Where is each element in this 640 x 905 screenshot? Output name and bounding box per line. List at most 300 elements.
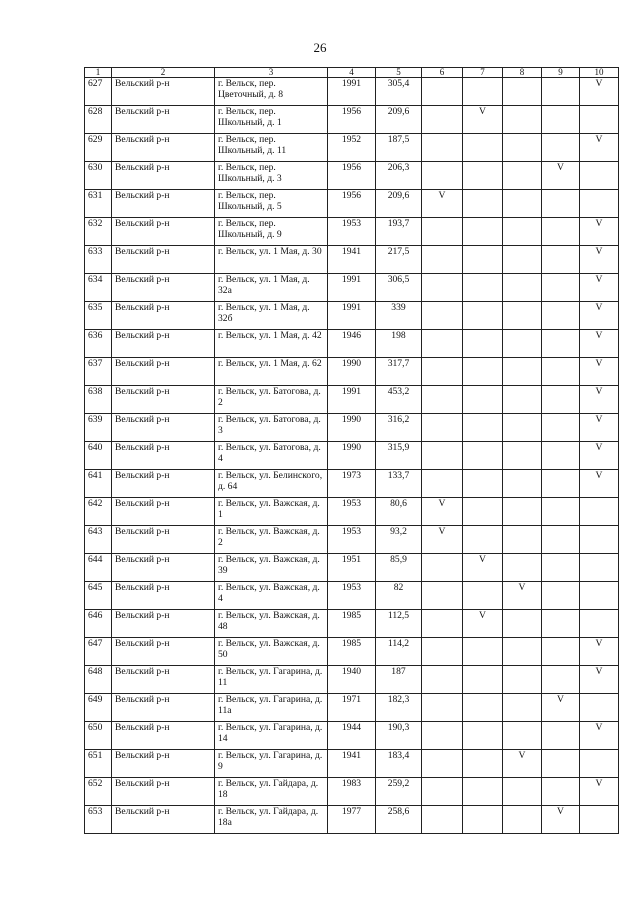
area-cell: 209,6 <box>376 190 422 218</box>
mark-cell-6 <box>422 246 463 274</box>
table-row <box>85 302 619 330</box>
address-cell: г. Вельск, ул. Гагарина, д. 14 <box>215 722 328 750</box>
table-row <box>85 246 619 274</box>
mark-cell-7 <box>463 694 503 722</box>
row-number: 627 <box>85 78 112 106</box>
table-row <box>85 442 619 470</box>
area-cell: 209,6 <box>376 106 422 134</box>
mark-cell-7: V <box>463 610 503 638</box>
mark-cell-7 <box>463 358 503 386</box>
district-cell: Вельский р-н <box>112 694 215 722</box>
area-cell: 217,5 <box>376 246 422 274</box>
row-number: 650 <box>85 722 112 750</box>
year-cell: 1983 <box>328 778 376 806</box>
mark-cell-10 <box>580 582 619 610</box>
mark-cell-8 <box>503 358 542 386</box>
address-cell: г. Вельск, ул. Гайдара, д. 18 <box>215 778 328 806</box>
mark-cell-6 <box>422 806 463 834</box>
mark-cell-8 <box>503 778 542 806</box>
area-cell: 112,5 <box>376 610 422 638</box>
mark-cell-10: V <box>580 274 619 302</box>
table-row <box>85 190 619 218</box>
mark-cell-8 <box>503 274 542 302</box>
column-number-5: 5 <box>376 68 422 78</box>
mark-cell-7 <box>463 414 503 442</box>
year-cell: 1941 <box>328 246 376 274</box>
mark-cell-8 <box>503 442 542 470</box>
mark-cell-10: V <box>580 722 619 750</box>
district-cell: Вельский р-н <box>112 498 215 526</box>
table-row <box>85 414 619 442</box>
mark-cell-8 <box>503 638 542 666</box>
row-number: 646 <box>85 610 112 638</box>
mark-cell-9 <box>542 778 580 806</box>
year-cell: 1953 <box>328 582 376 610</box>
mark-cell-6: V <box>422 526 463 554</box>
mark-cell-10: V <box>580 302 619 330</box>
row-number: 631 <box>85 190 112 218</box>
column-number-4: 4 <box>328 68 376 78</box>
mark-cell-8 <box>503 78 542 106</box>
column-number-7: 7 <box>463 68 503 78</box>
row-number: 632 <box>85 218 112 246</box>
mark-cell-6 <box>422 218 463 246</box>
address-cell: г. Вельск, ул. Важская, д. 48 <box>215 610 328 638</box>
address-cell: г. Вельск, ул. 1 Мая, д. 32б <box>215 302 328 330</box>
mark-cell-6 <box>422 694 463 722</box>
district-cell: Вельский р-н <box>112 162 215 190</box>
mark-cell-7 <box>463 778 503 806</box>
mark-cell-9 <box>542 582 580 610</box>
mark-cell-9 <box>542 190 580 218</box>
mark-cell-7 <box>463 442 503 470</box>
district-cell: Вельский р-н <box>112 722 215 750</box>
district-cell: Вельский р-н <box>112 554 215 582</box>
mark-cell-9 <box>542 750 580 778</box>
mark-cell-8 <box>503 330 542 358</box>
row-number: 637 <box>85 358 112 386</box>
area-cell: 85,9 <box>376 554 422 582</box>
mark-cell-8 <box>503 610 542 638</box>
district-cell: Вельский р-н <box>112 414 215 442</box>
mark-cell-7 <box>463 134 503 162</box>
mark-cell-9 <box>542 638 580 666</box>
mark-cell-6 <box>422 666 463 694</box>
mark-cell-6 <box>422 78 463 106</box>
mark-cell-7 <box>463 470 503 498</box>
mark-cell-7 <box>463 722 503 750</box>
mark-cell-6 <box>422 750 463 778</box>
row-number: 640 <box>85 442 112 470</box>
mark-cell-6 <box>422 134 463 162</box>
row-number: 635 <box>85 302 112 330</box>
mark-cell-9 <box>542 302 580 330</box>
mark-cell-9 <box>542 666 580 694</box>
address-cell: г. Вельск, ул. 1 Мая, д. 42 <box>215 330 328 358</box>
mark-cell-9 <box>542 218 580 246</box>
area-cell: 82 <box>376 582 422 610</box>
mark-cell-8 <box>503 498 542 526</box>
year-cell: 1956 <box>328 106 376 134</box>
mark-cell-6 <box>422 442 463 470</box>
row-number: 641 <box>85 470 112 498</box>
row-number: 628 <box>85 106 112 134</box>
row-number: 649 <box>85 694 112 722</box>
address-cell: г. Вельск, ул. Гагарина, д. 11а <box>215 694 328 722</box>
mark-cell-8 <box>503 134 542 162</box>
mark-cell-6 <box>422 386 463 414</box>
row-number: 644 <box>85 554 112 582</box>
mark-cell-7 <box>463 582 503 610</box>
table-row <box>85 162 619 190</box>
mark-cell-7 <box>463 806 503 834</box>
mark-cell-7 <box>463 246 503 274</box>
area-cell: 259,2 <box>376 778 422 806</box>
mark-cell-6 <box>422 274 463 302</box>
table-row <box>85 526 619 554</box>
area-cell: 133,7 <box>376 470 422 498</box>
mark-cell-10: V <box>580 330 619 358</box>
year-cell: 1953 <box>328 498 376 526</box>
address-cell: г. Вельск, пер. Школьный, д. 1 <box>215 106 328 134</box>
area-cell: 258,6 <box>376 806 422 834</box>
area-cell: 453,2 <box>376 386 422 414</box>
address-cell: г. Вельск, ул. Важская, д. 39 <box>215 554 328 582</box>
mark-cell-8 <box>503 526 542 554</box>
mark-cell-7 <box>463 162 503 190</box>
mark-cell-10: V <box>580 638 619 666</box>
district-cell: Вельский р-н <box>112 638 215 666</box>
area-cell: 315,9 <box>376 442 422 470</box>
mark-cell-10: V <box>580 778 619 806</box>
area-cell: 317,7 <box>376 358 422 386</box>
table-row <box>85 330 619 358</box>
mark-cell-9 <box>542 554 580 582</box>
year-cell: 1956 <box>328 190 376 218</box>
mark-cell-7 <box>463 190 503 218</box>
mark-cell-7 <box>463 750 503 778</box>
table-row <box>85 274 619 302</box>
address-cell: г. Вельск, пер. Школьный, д. 9 <box>215 218 328 246</box>
address-cell: г. Вельск, ул. Важская, д. 4 <box>215 582 328 610</box>
column-number-row <box>85 68 619 78</box>
table-row <box>85 470 619 498</box>
district-cell: Вельский р-н <box>112 470 215 498</box>
mark-cell-7: V <box>463 554 503 582</box>
row-number: 645 <box>85 582 112 610</box>
mark-cell-10: V <box>580 386 619 414</box>
row-number: 639 <box>85 414 112 442</box>
mark-cell-8 <box>503 722 542 750</box>
district-cell: Вельский р-н <box>112 778 215 806</box>
area-cell: 93,2 <box>376 526 422 554</box>
mark-cell-9 <box>542 442 580 470</box>
address-cell: г. Вельск, ул. 1 Мая, д. 30 <box>215 246 328 274</box>
district-cell: Вельский р-н <box>112 106 215 134</box>
year-cell: 1991 <box>328 302 376 330</box>
column-number-9: 9 <box>542 68 580 78</box>
district-cell: Вельский р-н <box>112 526 215 554</box>
address-cell: г. Вельск, ул. Важская, д. 50 <box>215 638 328 666</box>
area-cell: 182,3 <box>376 694 422 722</box>
mark-cell-8: V <box>503 750 542 778</box>
year-cell: 1941 <box>328 750 376 778</box>
mark-cell-6 <box>422 582 463 610</box>
mark-cell-8 <box>503 470 542 498</box>
mark-cell-8 <box>503 414 542 442</box>
mark-cell-6 <box>422 106 463 134</box>
year-cell: 1953 <box>328 526 376 554</box>
address-cell: г. Вельск, ул. 1 Мая, д. 32а <box>215 274 328 302</box>
mark-cell-8 <box>503 190 542 218</box>
address-cell: г. Вельск, ул. 1 Мая, д. 62 <box>215 358 328 386</box>
column-number-8: 8 <box>503 68 542 78</box>
mark-cell-6 <box>422 554 463 582</box>
area-cell: 339 <box>376 302 422 330</box>
mark-cell-9 <box>542 386 580 414</box>
row-number: 638 <box>85 386 112 414</box>
table-body <box>85 78 619 834</box>
mark-cell-7 <box>463 666 503 694</box>
area-cell: 306,5 <box>376 274 422 302</box>
area-cell: 183,4 <box>376 750 422 778</box>
mark-cell-6 <box>422 358 463 386</box>
mark-cell-9: V <box>542 694 580 722</box>
mark-cell-7 <box>463 638 503 666</box>
mark-cell-6 <box>422 162 463 190</box>
address-cell: г. Вельск, ул. Белинского, д. 64 <box>215 470 328 498</box>
district-cell: Вельский р-н <box>112 582 215 610</box>
mark-cell-6 <box>422 330 463 358</box>
mark-cell-7 <box>463 302 503 330</box>
area-cell: 193,7 <box>376 218 422 246</box>
mark-cell-8 <box>503 106 542 134</box>
table-row <box>85 750 619 778</box>
year-cell: 1971 <box>328 694 376 722</box>
column-number-10: 10 <box>580 68 619 78</box>
area-cell: 305,4 <box>376 78 422 106</box>
mark-cell-8: V <box>503 582 542 610</box>
table-row <box>85 610 619 638</box>
mark-cell-8 <box>503 666 542 694</box>
year-cell: 1956 <box>328 162 376 190</box>
area-cell: 80,6 <box>376 498 422 526</box>
table-row <box>85 778 619 806</box>
mark-cell-10 <box>580 750 619 778</box>
district-cell: Вельский р-н <box>112 218 215 246</box>
mark-cell-9 <box>542 722 580 750</box>
table-row <box>85 134 619 162</box>
area-cell: 198 <box>376 330 422 358</box>
address-cell: г. Вельск, ул. Важская, д. 1 <box>215 498 328 526</box>
table-row <box>85 498 619 526</box>
year-cell: 1990 <box>328 442 376 470</box>
address-cell: г. Вельск, ул. Важская, д. 2 <box>215 526 328 554</box>
mark-cell-10 <box>580 806 619 834</box>
row-number: 648 <box>85 666 112 694</box>
mark-cell-8 <box>503 386 542 414</box>
district-cell: Вельский р-н <box>112 442 215 470</box>
row-number: 630 <box>85 162 112 190</box>
mark-cell-9: V <box>542 162 580 190</box>
area-cell: 190,3 <box>376 722 422 750</box>
year-cell: 1985 <box>328 610 376 638</box>
mark-cell-10 <box>580 526 619 554</box>
year-cell: 1977 <box>328 806 376 834</box>
year-cell: 1940 <box>328 666 376 694</box>
mark-cell-10: V <box>580 470 619 498</box>
mark-cell-9 <box>542 414 580 442</box>
area-cell: 316,2 <box>376 414 422 442</box>
mark-cell-8 <box>503 246 542 274</box>
table-row <box>85 582 619 610</box>
district-cell: Вельский р-н <box>112 302 215 330</box>
mark-cell-9 <box>542 330 580 358</box>
table-row <box>85 554 619 582</box>
mark-cell-7 <box>463 498 503 526</box>
mark-cell-6 <box>422 302 463 330</box>
table-row <box>85 638 619 666</box>
area-cell: 187 <box>376 666 422 694</box>
mark-cell-6 <box>422 610 463 638</box>
year-cell: 1973 <box>328 470 376 498</box>
mark-cell-10: V <box>580 78 619 106</box>
column-number-2: 2 <box>112 68 215 78</box>
mark-cell-9 <box>542 526 580 554</box>
district-cell: Вельский р-н <box>112 386 215 414</box>
mark-cell-7 <box>463 386 503 414</box>
mark-cell-6 <box>422 778 463 806</box>
address-cell: г. Вельск, ул. Батогова, д. 4 <box>215 442 328 470</box>
address-cell: г. Вельск, ул. Батогова, д. 3 <box>215 414 328 442</box>
column-number-3: 3 <box>215 68 328 78</box>
mark-cell-9 <box>542 498 580 526</box>
table-row <box>85 218 619 246</box>
address-cell: г. Вельск, пер. Школьный, д. 3 <box>215 162 328 190</box>
table-row <box>85 386 619 414</box>
mark-cell-7 <box>463 274 503 302</box>
row-number: 642 <box>85 498 112 526</box>
year-cell: 1991 <box>328 274 376 302</box>
table-row <box>85 106 619 134</box>
year-cell: 1944 <box>328 722 376 750</box>
mark-cell-10 <box>580 106 619 134</box>
area-cell: 187,5 <box>376 134 422 162</box>
year-cell: 1952 <box>328 134 376 162</box>
mark-cell-7 <box>463 218 503 246</box>
mark-cell-8 <box>503 694 542 722</box>
district-cell: Вельский р-н <box>112 666 215 694</box>
mark-cell-10 <box>580 498 619 526</box>
row-number: 629 <box>85 134 112 162</box>
year-cell: 1951 <box>328 554 376 582</box>
district-cell: Вельский р-н <box>112 190 215 218</box>
district-cell: Вельский р-н <box>112 78 215 106</box>
mark-cell-10: V <box>580 666 619 694</box>
mark-cell-10: V <box>580 218 619 246</box>
district-cell: Вельский р-н <box>112 750 215 778</box>
year-cell: 1985 <box>328 638 376 666</box>
row-number: 633 <box>85 246 112 274</box>
mark-cell-10: V <box>580 246 619 274</box>
row-number: 651 <box>85 750 112 778</box>
mark-cell-8 <box>503 806 542 834</box>
table-row <box>85 78 619 106</box>
column-number-1: 1 <box>85 68 112 78</box>
page-number: 26 <box>313 40 327 55</box>
area-cell: 206,3 <box>376 162 422 190</box>
district-cell: Вельский р-н <box>112 246 215 274</box>
mark-cell-8 <box>503 302 542 330</box>
mark-cell-7 <box>463 526 503 554</box>
mark-cell-9 <box>542 470 580 498</box>
table-row <box>85 694 619 722</box>
row-number: 643 <box>85 526 112 554</box>
mark-cell-6 <box>422 638 463 666</box>
mark-cell-10: V <box>580 442 619 470</box>
mark-cell-8 <box>503 554 542 582</box>
mark-cell-10 <box>580 554 619 582</box>
address-cell: г. Вельск, пер. Цветочный, д. 8 <box>215 78 328 106</box>
mark-cell-6: V <box>422 190 463 218</box>
mark-cell-9 <box>542 274 580 302</box>
mark-cell-9 <box>542 106 580 134</box>
year-cell: 1991 <box>328 78 376 106</box>
mark-cell-10: V <box>580 414 619 442</box>
mark-cell-7 <box>463 78 503 106</box>
address-cell: г. Вельск, ул. Гайдара, д. 18а <box>215 806 328 834</box>
mark-cell-9 <box>542 78 580 106</box>
year-cell: 1946 <box>328 330 376 358</box>
district-cell: Вельский р-н <box>112 330 215 358</box>
mark-cell-6 <box>422 722 463 750</box>
mark-cell-8 <box>503 218 542 246</box>
mark-cell-9: V <box>542 806 580 834</box>
row-number: 652 <box>85 778 112 806</box>
row-number: 647 <box>85 638 112 666</box>
mark-cell-6: V <box>422 498 463 526</box>
mark-cell-10 <box>580 190 619 218</box>
area-cell: 114,2 <box>376 638 422 666</box>
mark-cell-10 <box>580 694 619 722</box>
mark-cell-10: V <box>580 134 619 162</box>
row-number: 636 <box>85 330 112 358</box>
district-cell: Вельский р-н <box>112 274 215 302</box>
table-row <box>85 722 619 750</box>
address-cell: г. Вельск, ул. Батогова, д. 2 <box>215 386 328 414</box>
year-cell: 1953 <box>328 218 376 246</box>
mark-cell-9 <box>542 610 580 638</box>
mark-cell-6 <box>422 414 463 442</box>
mark-cell-9 <box>542 358 580 386</box>
mark-cell-7 <box>463 330 503 358</box>
mark-cell-9 <box>542 246 580 274</box>
district-cell: Вельский р-н <box>112 610 215 638</box>
mark-cell-6 <box>422 470 463 498</box>
table-row <box>85 666 619 694</box>
mark-cell-10 <box>580 610 619 638</box>
address-cell: г. Вельск, ул. Гагарина, д. 9 <box>215 750 328 778</box>
year-cell: 1991 <box>328 386 376 414</box>
district-cell: Вельский р-н <box>112 358 215 386</box>
row-number: 653 <box>85 806 112 834</box>
address-cell: г. Вельск, пер. Школьный, д. 11 <box>215 134 328 162</box>
mark-cell-9 <box>542 134 580 162</box>
mark-cell-7: V <box>463 106 503 134</box>
year-cell: 1990 <box>328 414 376 442</box>
address-cell: г. Вельск, пер. Школьный, д. 5 <box>215 190 328 218</box>
mark-cell-8 <box>503 162 542 190</box>
